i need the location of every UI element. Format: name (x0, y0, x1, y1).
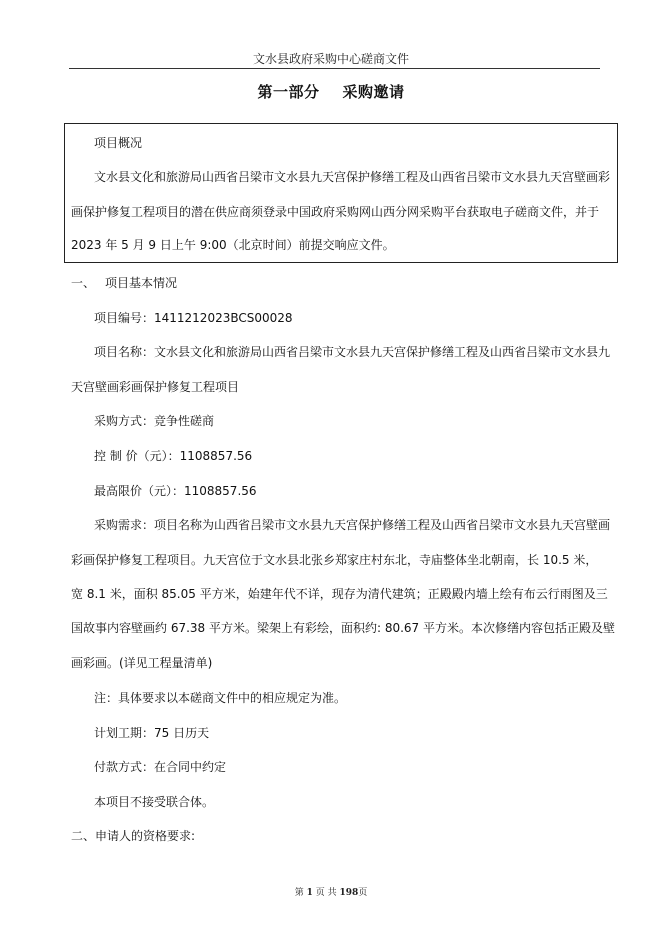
overview-heading: 项目概况 (94, 136, 143, 150)
footer-middle: 页 共 (315, 888, 337, 898)
page-footer (0, 885, 662, 898)
demand-line-1: 采购需求：项目名称为山西省吕梁市文水县九天宫保护修缮工程及山西省吕梁市文水县九天宫壁画 (94, 518, 611, 532)
footer-total-pages: 198 (339, 888, 359, 898)
control-price: 控 制 价（元）：1108857.56 (94, 449, 253, 463)
footer-suffix: 页 (358, 888, 368, 898)
section-1-number: 一、 (71, 276, 96, 290)
document-title-part: 第一部分 (257, 83, 320, 101)
demand-line-3: 宽 8.1 米，面积 85.05 平方米，始建年代不详，现存为清代建筑；正殿殿内墙上绘有布云行雨图及三 (71, 587, 608, 601)
payment-method: 付款方式：在合同中约定 (94, 760, 227, 774)
requirement-note: 注：具体要求以本磋商文件中的相应规定为准。 (94, 691, 347, 705)
project-number: 项目编号：1411212023BCS00028 (94, 311, 293, 325)
overview-line-1: 文水县文化和旅游局山西省吕梁市文水县九天宫保护修缮工程及山西省吕梁市文水县九天宫壁画彩 (94, 170, 611, 184)
demand-line-2: 彩画保护修复工程项目。九天宫位于文水县北张乡郑家庄村东北，寺庙整体坐北朝南，长 10.5 米， (71, 553, 598, 567)
demand-line-4: 国故事内容壁画约 67.38 平方米。梁架上有彩绘，面积约: 80.67 平方米。本次修缮内容包括正殿及壁 (71, 621, 616, 635)
consortium-note: 本项目不接受联合体。 (94, 795, 215, 809)
section-2-heading: 二、申请人的资格要求: (71, 829, 196, 843)
document-title (0, 81, 662, 102)
overview-line-2: 画保护修复工程项目的潜在供应商须登录中国政府采购网山西分网采购平台获取电子磋商文件，并于 (71, 205, 600, 219)
section-1-heading: 项目基本情况 (105, 276, 178, 290)
document-title-name: 采购邀请 (342, 83, 405, 101)
project-name-line-2: 天宫壁画彩画保护修复工程项目 (71, 380, 240, 394)
planned-period: 计划工期：75 日历天 (94, 726, 210, 740)
running-header: 文水县政府采购中心磋商文件 (252, 52, 409, 66)
project-name-line-1: 项目名称：文水县文化和旅游局山西省吕梁市文水县九天宫保护修缮工程及山西省吕梁市文水县九 (94, 345, 611, 359)
overview-line-3: 2023 年 5 月 9 日上午 9:00（北京时间）前提交响应文件。 (71, 238, 395, 252)
max-price: 最高限价（元）：1108857.56 (94, 484, 257, 498)
procurement-method: 采购方式：竞争性磋商 (94, 414, 215, 428)
demand-line-5: 画彩画。(详见工程量清单) (71, 656, 213, 670)
header-rule (69, 68, 600, 69)
footer-prefix: 第 (294, 888, 304, 898)
footer-page-number: 1 (306, 888, 313, 898)
